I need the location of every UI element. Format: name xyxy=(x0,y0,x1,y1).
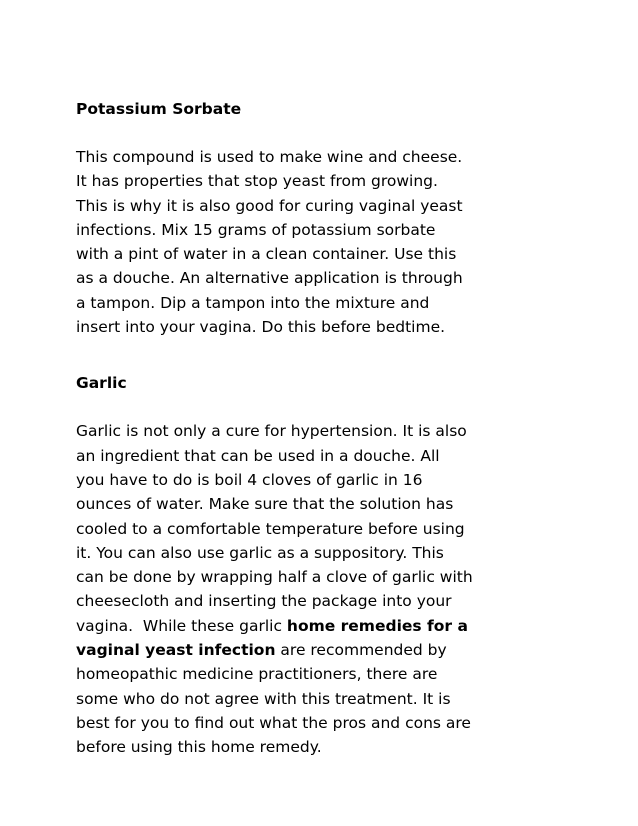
document-page xyxy=(76,97,576,760)
text-line: This is why it is also good for curing vaginal yeast xyxy=(76,196,463,215)
text-line: best for you to find out what the pros and cons are xyxy=(76,713,471,732)
text-line: It has properties that stop yeast from growing. xyxy=(76,172,438,191)
text-line: insert into your vagina. Do this before bedtime. xyxy=(76,318,446,337)
section-garlic xyxy=(76,371,576,759)
text-line: Garlic is not only a cure for hypertension. It is also xyxy=(76,422,467,441)
paragraph-garlic xyxy=(76,419,576,759)
text-line: can be done by wrapping half a clove of garlic with xyxy=(76,568,473,587)
paragraph-potassium-sorbate xyxy=(76,145,576,339)
text-line: ounces of water. Make sure that the solution has xyxy=(76,495,454,514)
text-fragment: are recommended by xyxy=(275,641,447,660)
text-line: with a pint of water in a clean container. Use this xyxy=(76,245,457,264)
text-line xyxy=(76,638,576,662)
text-line: cooled to a comfortable temperature before using xyxy=(76,519,465,538)
section-heading: Garlic xyxy=(76,374,127,393)
text-line: This compound is used to make wine and cheese. xyxy=(76,148,463,166)
text-line: before using this home remedy. xyxy=(76,738,322,757)
text-line: cheesecloth and inserting the package into your xyxy=(76,592,452,611)
text-line xyxy=(76,614,576,638)
text-line: some who do not agree with this treatment. It is xyxy=(76,689,451,708)
text-fragment: vagina. While these garlic xyxy=(76,616,287,635)
text-line: infections. Mix 15 grams of potassium sorbate xyxy=(76,220,436,239)
section-potassium-sorbate xyxy=(76,97,576,339)
spacer xyxy=(76,339,576,371)
text-line: you have to do is boil 4 cloves of garlic in 16 xyxy=(76,470,423,489)
text-line: an ingredient that can be used in a douche. All xyxy=(76,446,440,465)
text-line: it. You can also use garlic as a suppository. This xyxy=(76,543,444,562)
text-line: homeopathic medicine practitioners, there are xyxy=(76,665,438,684)
bold-keyword-link[interactable]: vaginal yeast infection xyxy=(76,641,276,660)
text-line: as a douche. An alternative application is through xyxy=(76,269,463,288)
spacer xyxy=(76,121,576,145)
bold-keyword-link[interactable]: home remedies for a xyxy=(286,616,468,635)
section-heading: Potassium Sorbate xyxy=(76,100,242,118)
text-line: a tampon. Dip a tampon into the mixture and xyxy=(76,293,430,312)
spacer xyxy=(76,395,576,419)
